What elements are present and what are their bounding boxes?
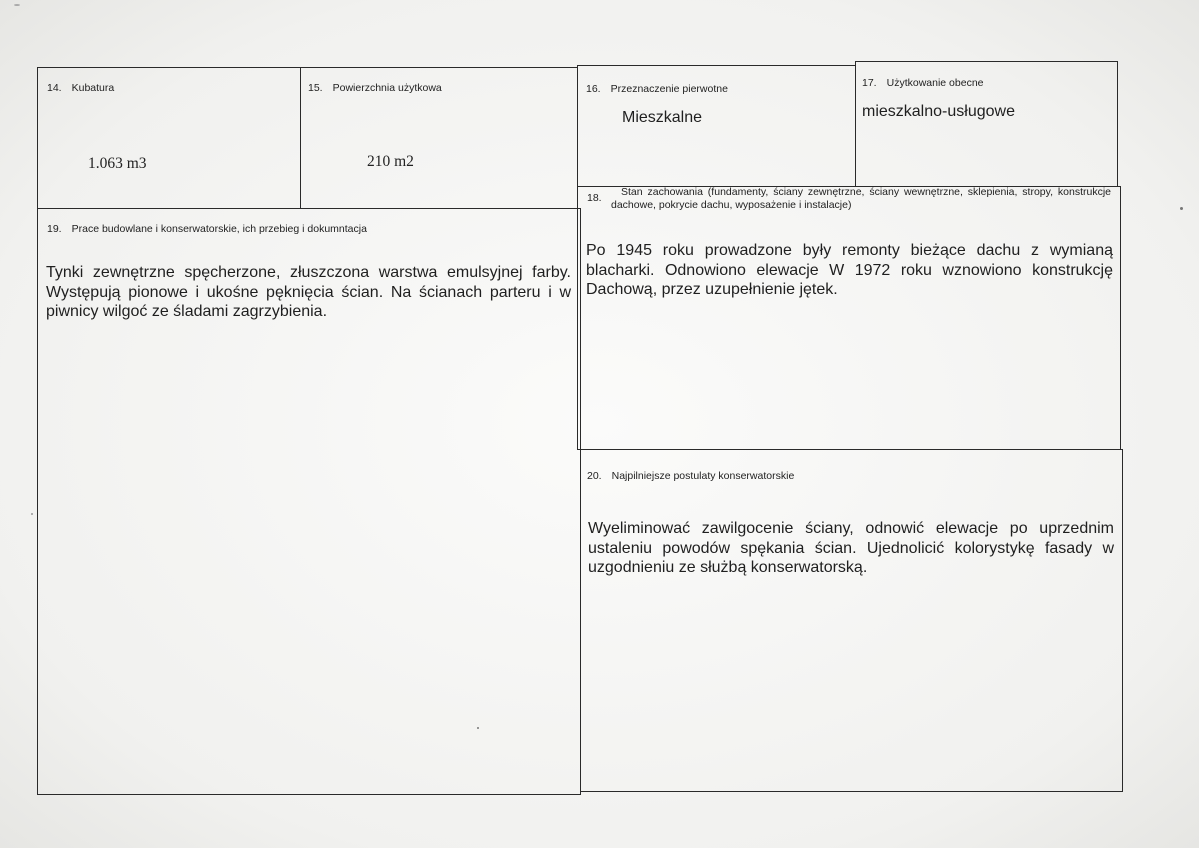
- field-20-label-text: Najpilniejsze postulaty konserwatorskie: [611, 470, 795, 482]
- scan-speck: [477, 727, 479, 729]
- field-18-box: [577, 186, 1121, 450]
- scan-speck: [14, 4, 20, 6]
- field-14-label: [47, 82, 114, 94]
- scan-speck: [31, 513, 33, 515]
- field-15-number: 15.: [308, 82, 323, 94]
- field-19-label-text: Prace budowlane i konserwatorskie, ich przebieg i dokumntacja: [71, 223, 367, 235]
- field-20-value: Wyeliminować zawilgocenie ściany, odnowić elewacje po uprzednim ustaleniu powodów spękania ścian. Ujednolicić kolorystykę fasady w uzgodnieniu ze służbą konserwatorską.: [588, 520, 1114, 576]
- field-14-number: 14.: [47, 82, 62, 94]
- field-17-label-text: Użytkowanie obecne: [886, 77, 984, 89]
- field-17-label: [862, 77, 984, 89]
- field-16-label: [586, 83, 728, 95]
- scan-speck: [1180, 207, 1183, 210]
- field-19-label: [47, 223, 367, 235]
- field-19-number: 19.: [47, 223, 62, 235]
- field-18-number: 18.: [587, 192, 602, 204]
- field-20-label: [587, 470, 794, 482]
- field-19-value: Tynki zewnętrzne spęcherzone, złuszczona warstwa emulsyjnej farby. Występują pionowe i ukośne pęknięcia ścian. Na ścianach parteru i w piwnicy wilgoć ze śladami zagrzybienia.: [46, 264, 571, 320]
- field-15-label-text: Powierzchnia użytkowa: [332, 82, 442, 94]
- field-17-value: mieszkalno-usługowe: [862, 103, 1015, 120]
- field-18-label: Stan zachowania (fundamenty, ściany zewnętrzne, ściany wewnętrzne, sklepienia, stropy, konstrukcje dachowe, pokrycie dachu, wyposażenie i instalacje): [611, 186, 1111, 211]
- field-16-label-text: Przeznaczenie pierwotne: [610, 83, 728, 95]
- field-14-value: 1.063 m3: [88, 155, 147, 172]
- field-16-number: 16.: [586, 83, 601, 95]
- field-15-value: 210 m2: [367, 153, 414, 170]
- field-18-value: Po 1945 roku prowadzone były remonty bieżące dachu z wymianą blacharki. Odnowiono elewacje W 1972 roku wznowiono konstrukcję Dachową, przez uzupełnienie jętek.: [586, 242, 1113, 298]
- field-15-label: [308, 82, 442, 94]
- field-17-number: 17.: [862, 77, 877, 89]
- field-16-value: Mieszkalne: [622, 109, 703, 126]
- field-14-label-text: Kubatura: [71, 82, 115, 94]
- field-20-number: 20.: [587, 470, 602, 482]
- field-20-box: [580, 449, 1123, 792]
